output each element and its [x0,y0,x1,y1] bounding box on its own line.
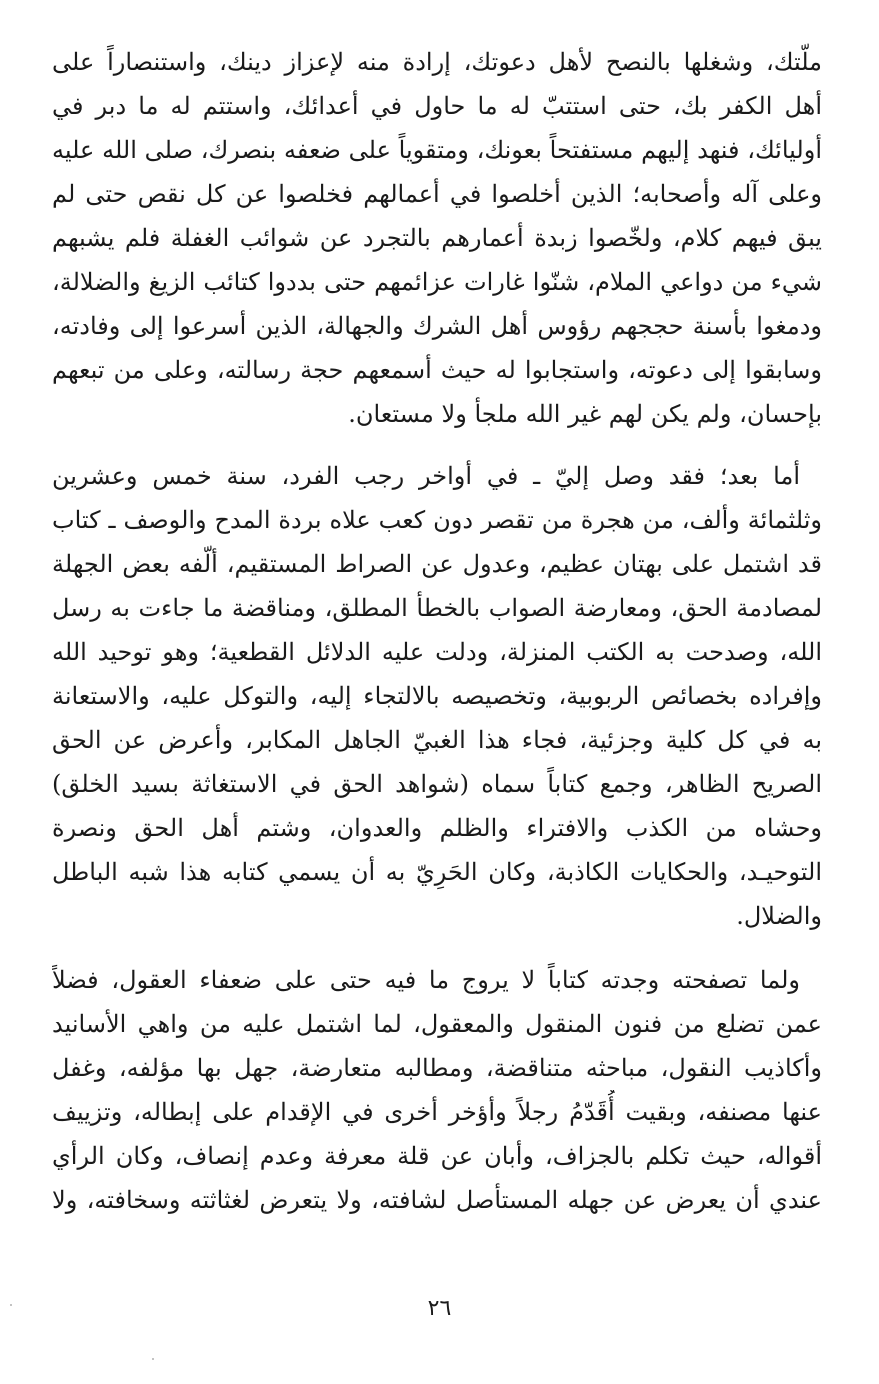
text-line: وعلى آله وأصحابه؛ الذين أخلصوا في أعمالهم فخلصوا عن كل نقص حتى لم [52,180,822,208]
page-number: ٢٦ [427,1296,452,1321]
text-line: والضلال. [736,902,822,930]
text-line: يبق فيهم كلام، ولخّصوا زبدة أعمارهم بالتجرد عن شوائب الغفلة فلم يشبهم [52,224,822,252]
text-line: الله، وصدحت به الكتب المنزلة، ودلت عليه الدلائل القطعية؛ وهو توحيد الله [52,638,822,666]
text-line: لمصادمة الحق، ومعارضة الصواب بالخطأ المطلق، ومناقضة ما جاءت به رسل [52,594,822,622]
text-line: ملّتك، وشغلها بالنصح لأهل دعوتك، إرادة منه لإعزاز دينك، واستنصاراً على [52,48,822,76]
text-line: وحشاه من الكذب والافتراء والظلم والعدوان، وشتم أهل الحق ونصرة [52,814,822,842]
text-line: التوحيـد، والحكايات الكاذبة، وكان الحَرِيّ به أن يسمي كتابه هذا شبه الباطل [52,858,822,886]
text-line: أوليائك، فنهد إليهم مستفتحاً بعونك، ومتقوياً على ضعفه بنصرك، صلى الله عليه [52,136,822,164]
text-line: أهل الكفر بك، حتى استتبّ له ما حاول في أعدائك، واستتم له ما دبر في [52,92,822,120]
scan-speck [10,1304,12,1306]
text-line: ودمغوا بأسنة حججهم رؤوس أهل الشرك والجهالة، الذين أسرعوا إلى وفادته، [52,312,822,340]
text-line: وأكاذيب النقول، مباحثه متناقضة، ومطالبه متعارضة، جهل بها مؤلفه، وغفل [52,1054,822,1082]
text-line: وثلثمائة وألف، من هجرة من تقصر دون كعب علاه بردة المدح والوصف ـ كتاب [52,506,822,534]
text-line: أقواله، حيث تكلم بالجزاف، وأبان عن قلة معرفة وعدم إنصاف، وكان الرأي [52,1142,822,1170]
scan-speck [152,1358,154,1360]
text-line: قد اشتمل على بهتان عظيم، وعدول عن الصراط المستقيم، ألّفه بعض الجهلة [52,550,822,578]
text-line: عمن تضلع من فنون المنقول والمعقول، لما اشتمل عليه من واهي الأسانيد [52,1010,822,1038]
text-line: عندي أن يعرض عن جهله المستأصل لشافته، ولا يتعرض لغثاثته وسخافته، ولا [52,1186,822,1214]
text-line: بإحسان، ولم يكن لهم غير الله ملجأ ولا مستعان. [348,400,822,428]
text-line: ولما تصفحته وجدته كتاباً لا يروج ما فيه حتى على ضعفاء العقول، فضلاً [52,966,800,994]
text-line: وسابقوا إلى دعوته، واستجابوا له حيث أسمعهم حجة رسالته، وعلى من تبعهم [52,356,822,384]
text-line: به في كل كلية وجزئية، فجاء هذا الغبيّ الجاهل المكابر، وأعرض عن الحق [52,726,822,754]
text-line: أما بعد؛ فقد وصل إليّ ـ في أواخر رجب الفرد، سنة خمس وعشرين [52,462,800,490]
text-line: عنها مصنفه، وبقيت أُقَدّمُ رجلاً وأؤخر أخرى في الإقدام على إبطاله، وتزييف [52,1098,822,1126]
text-line: شيء من دواعي الملام، شنّوا غارات عزائمهم حتى بددوا كتائب الزيغ والضلالة، [52,268,822,296]
text-line: وإفراده بخصائص الربوبية، وتخصيصه بالالتجاء إليه، والتوكل عليه، والاستعانة [52,682,822,710]
text-line: الصريح الظاهر، وجمع كتاباً سماه (شواهد الحق في الاستغاثة بسيد الخلق) [52,770,822,798]
